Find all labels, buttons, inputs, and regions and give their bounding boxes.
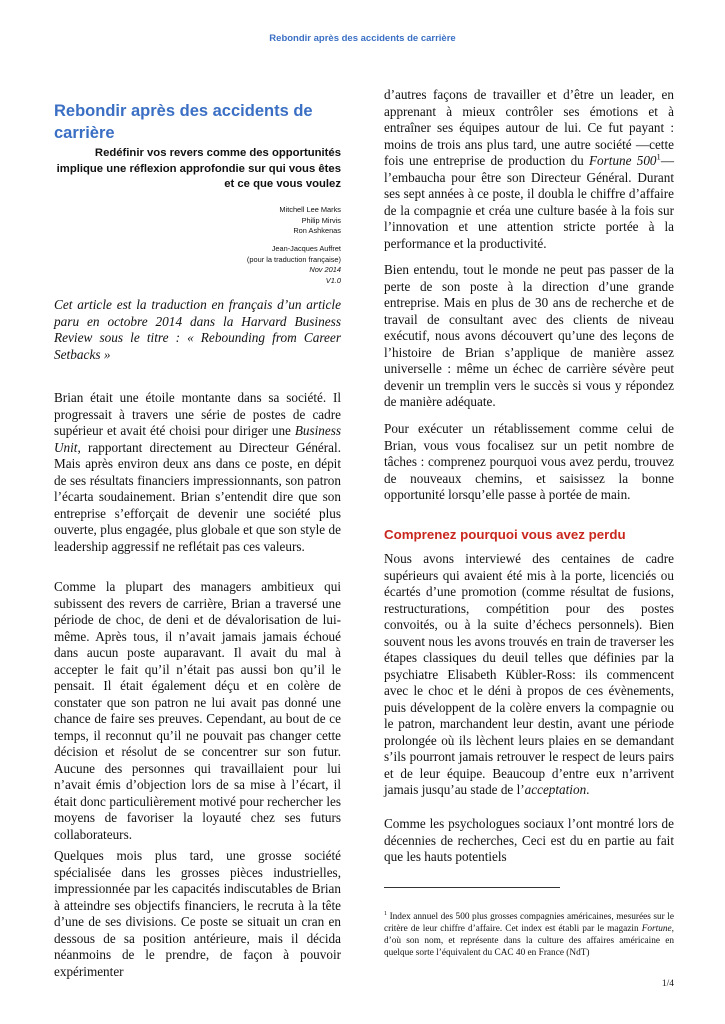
body-paragraph xyxy=(54,390,341,555)
paragraph-text: Nous avons interviewé des centaines de cadre supérieurs qui avaient été mis à la porte, licenciés ou écartés d’une promotion (comme résultat de fusions, restructurations, compétition pour des postes convoités, ou à la suite d’échecs personnels). Bien souvent nous les avons trouvés en train de traverser les étapes classiques du deuil telles que définies par la psychiatre Elisabeth Kübler-Ross: ils commencent avec le choc et le déni à propos de ces évènements, puis développent de la colère envers la compagnie ou le patron, marchandent leur destin, avant une période prolongée où ils lèchent leurs plaies en se demandant s’ils pourront jamais retrouver le respect de leurs pairs et de leur équipe. Beaucoup d’entre eux n’arrivent jamais jusqu’au stade de l’ xyxy=(384,551,674,797)
translator-block xyxy=(54,244,341,286)
paragraph-text: — l’embaucha pour être son Directeur Général. Durant ses sept années à ce poste, il doubla le chiffre d’affaire de la compagnie et créa une culture basée à la fois sur l’innovation et une attention stricte portée à la performance et la productivité. xyxy=(384,153,674,251)
body-paragraph: Bien entendu, tout le monde ne peut pas passer de la perte de son poste à la direction d’une grande entreprise. Mais en plus de 30 ans de recherche et de travail de consultant avec des clients de niveau exécutif, nous avons découvert qu’une des leçons de l’histoire de Brian s’applique de manière assez universelle : même un échec de carrière sévère peut devenir un tremplin vers le succès si vous y répondez de manière adéquate. xyxy=(384,262,674,409)
emphasis-text: Fortune xyxy=(641,924,672,934)
footnote xyxy=(384,911,674,959)
footnote-divider xyxy=(384,887,560,888)
document-version: V1.0 xyxy=(325,275,341,285)
body-paragraph: Pour exécuter un rétablissement comme celui de Brian, vous vous focalisez sur un petit nombre de tâches : comprenez pourquoi vous avez perdu, trouvez de nouveaux chemins, et saisissez la bonne opportunité lorsqu’elle passe à portée de main. xyxy=(384,421,674,502)
paragraph-text: Brian était une étoile montante dans sa société. Il progressait à travers une série de postes de cadre supérieur et avait été choisi pour diriger une xyxy=(54,390,341,438)
paragraph-text: d’autres façons de travailler et d’être un leader, en apprenant à mieux contrôler ses émotions et à entraîner ses équipes autour de lui. Ce fut payant : moins de trois ans plus tard, une autre société —cette fois une entreprise de production du xyxy=(384,87,674,168)
translator-role: (pour la traduction française) xyxy=(246,254,341,264)
article-title: Rebondir après des accidents de carrière xyxy=(54,102,313,142)
author-name: Ron Ashkenas xyxy=(293,226,341,235)
translation-date: Nov 2014 xyxy=(309,265,341,274)
emphasis-text: acceptation xyxy=(524,782,587,797)
emphasis-text: Business Unit xyxy=(54,423,341,455)
author-name: Philip Mirvis xyxy=(301,215,341,225)
body-paragraph xyxy=(384,551,674,799)
body-paragraph: Quelques mois plus tard, une grosse société spécialisée dans les grosses pièces industrielles, impressionnée par les capacités indiscutables de Brian à atteindre ses objectifs financiers, le recruta à la tête d’une de ses divisions. Ce poste se situait un cran en dessous de sa position antérieure, mais il décida néanmoins de le prendre, de façon à pouvoir expérimenter xyxy=(54,848,341,979)
body-paragraph: Comme la plupart des managers ambitieux qui subissent des revers de carrière, Brian a traversé une période de choc, de deni et de dévalorisation de lui-même. Après tous, il n’avait jamais jamais échoué dans aucun poste auparavant. Il avait du mal à accepter le fait qu’il n’était pas aussi bon qu’il le pensait. Il était également déçu et en colère de constater que son patron ne lui avait pas donné une chance de faire ses preuves. Cependant, au bout de ce temps, il reconnut qu’il ne pouvait pas changer cette décision et résolut de se concentrer sur son futur. Aucune des personnes qui travaillaient pour lui n’avait émis d’objection lors de sa mise à l’écart, il était donc particulièrement motivé pour rechercher les moyens de favoriser la loyauté chez ses futurs collaborateurs. xyxy=(54,579,341,842)
footnote-text: Index annuel des 500 plus grosses compagnies américaines, mesurées sur le critère de leur chiffre d’affaire. Cet index est établi par le magazin xyxy=(384,912,674,934)
section-heading: Comprenez pourquoi vous avez perdu xyxy=(384,527,626,542)
body-paragraph xyxy=(384,87,674,252)
article-subtitle: Redéfinir vos revers comme des opportunités implique une réflexion approfondie sur qui vous êtes et ce que vous voulez xyxy=(56,147,341,190)
author-name: Mitchell Lee Marks xyxy=(279,205,341,214)
author-list xyxy=(54,205,341,237)
footnote-mark: 1 xyxy=(384,910,388,917)
translation-note: Cet article est la traduction en français d’un article paru en octobre 2014 dans la Harvard Business Review sous le titre : « Rebounding from Career Setbacks » xyxy=(54,297,341,362)
paragraph-text: . xyxy=(586,782,590,797)
footnote-text: , d’où son nom, et représente dans la culture des affaires américaine en quelque sorte l’équivalent du CAC 40 en France (NdT) xyxy=(384,924,674,958)
translator-name: Jean-Jacques Auffret xyxy=(271,244,341,253)
page-number: 1/4 xyxy=(661,979,674,989)
emphasis-text: Fortune 500 xyxy=(589,153,657,168)
paragraph-text: , rapportant directement au Directeur Général. Mais après environ deux ans dans ce poste, en dépit de ses résultats financiers impressionnants, son patron l’écarta soudainement. Brian s’entendit dire que son entreprise s’efforçait de devenir une société plus ouverte, plus engagée, plus globale et que son style de leadership aggressif ne reflétait pas ces valeurs. xyxy=(54,439,341,554)
running-header: Rebondir après des accidents de carrière xyxy=(269,33,456,44)
footnote-reference[interactable]: 1 xyxy=(656,151,661,162)
body-paragraph: Comme les psychologues sociaux l’ont montré lors de décennies de recherches, Ceci est du en partie au fait que les hauts potentiels xyxy=(384,816,674,864)
